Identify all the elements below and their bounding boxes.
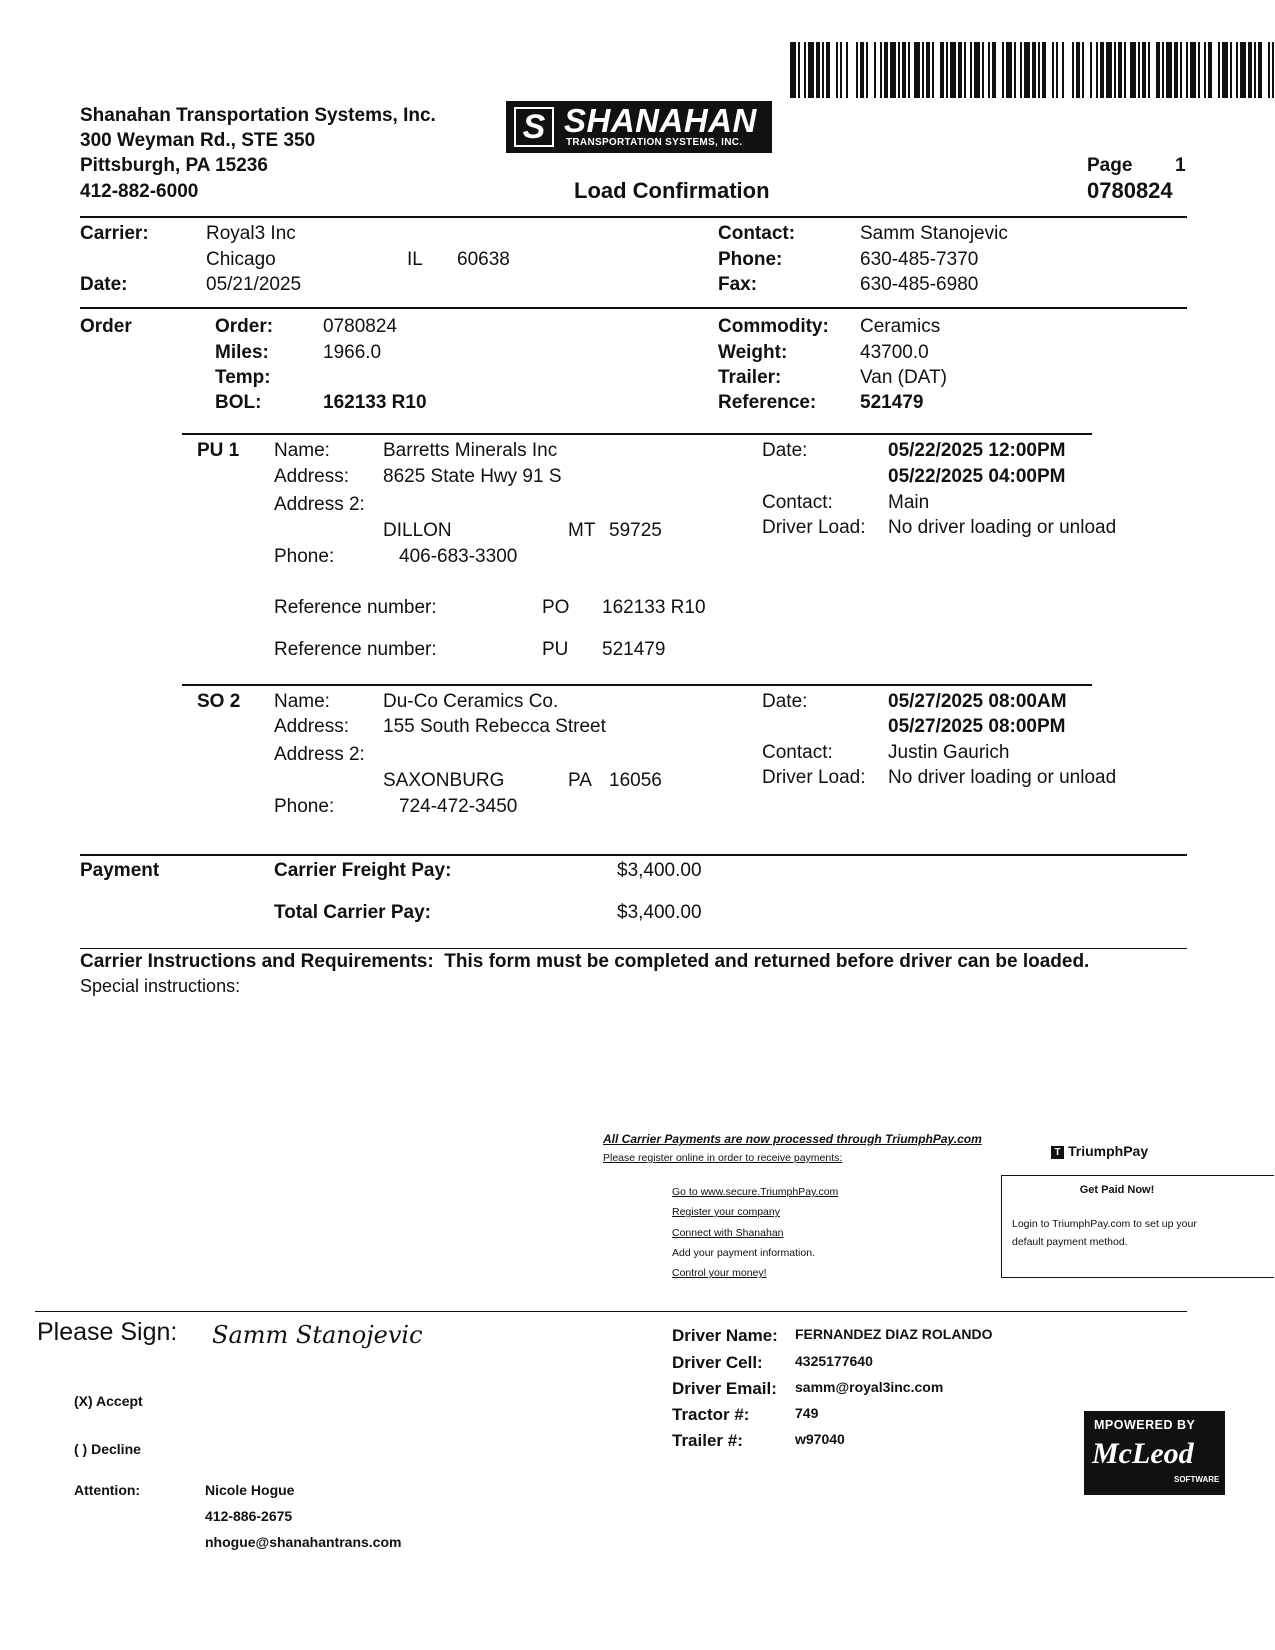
contact-label: Contact: [718, 223, 796, 244]
miles-label: Miles: [215, 342, 269, 363]
barcode-bar [958, 42, 962, 98]
barcode-bar [856, 42, 858, 98]
triumphpay-logo-icon: T [1051, 1146, 1064, 1159]
barcode-bar [1082, 42, 1084, 98]
dropoff-date-label: Date: [762, 691, 808, 712]
total-pay-value: $3,400.00 [617, 902, 702, 923]
barcode-bar [1190, 42, 1196, 98]
mcleod-logo-brand: McLeod [1092, 1437, 1194, 1470]
header-order-number: 0780824 [1087, 178, 1173, 203]
header-divider [80, 216, 1187, 218]
barcode-bar [1024, 42, 1030, 98]
pickup-zip: 59725 [609, 520, 662, 541]
barcode-bar [874, 42, 876, 98]
barcode-bar [914, 42, 920, 98]
barcode-bar [846, 42, 848, 98]
contact-value: Samm Stanojevic [860, 223, 1008, 244]
barcode-bar [1006, 42, 1012, 98]
carrier-city: Chicago [206, 249, 276, 270]
triumphpay-step-4: Add your payment information. [672, 1247, 815, 1259]
pickup-ref1-type: PO [542, 597, 570, 618]
miles-value: 1966.0 [323, 342, 382, 363]
barcode-bar [932, 42, 934, 98]
payment-divider [80, 854, 1187, 856]
mcleod-logo [1084, 1411, 1225, 1495]
pickup-ref2-value: 521479 [602, 639, 666, 660]
barcode-bar [1062, 42, 1064, 98]
accept-option[interactable]: (X) Accept [74, 1393, 143, 1409]
barcode-bar [946, 42, 948, 98]
carrier-state: IL [407, 249, 423, 270]
shanahan-logo-name: SHANAHAN [564, 102, 757, 139]
page-number: 1 [1175, 155, 1186, 176]
barcode-bar [1166, 42, 1172, 98]
reference-value: 521479 [860, 392, 924, 413]
barcode-bar [988, 42, 990, 98]
mcleod-logo-sub: SOFTWARE [1174, 1475, 1220, 1484]
driver-email[interactable]: samm@royal3inc.com [795, 1379, 944, 1395]
barcode-bar [1162, 42, 1164, 98]
trailer-label: Trailer: [718, 367, 782, 388]
dropoff-address-label: Address: [274, 716, 349, 737]
get-paid-title: Get Paid Now! [1079, 1184, 1155, 1196]
driver-name: FERNANDEZ DIAZ ROLANDO [795, 1326, 993, 1342]
pickup-state: MT [568, 520, 596, 541]
company-address-line2: Pittsburgh, PA 15236 [80, 155, 268, 176]
barcode-bar [1118, 42, 1122, 98]
dropoff-city: SAXONBURG [383, 770, 505, 791]
barcode-bar [840, 42, 842, 98]
attention-email[interactable]: nhogue@shanahantrans.com [205, 1534, 402, 1550]
trailer-value: Van (DAT) [860, 367, 947, 388]
dropoff-phone-label: Phone: [274, 796, 335, 817]
mcleod-logo-top: MPOWERED BY [1094, 1418, 1196, 1432]
pickup-name: Barretts Minerals Inc [383, 440, 558, 461]
attention-label: Attention: [74, 1482, 141, 1498]
tractor-value: 749 [795, 1405, 819, 1421]
barcode-bar [890, 42, 896, 98]
dropoff-driver-load-label: Driver Load: [762, 767, 866, 788]
decline-option[interactable]: ( ) Decline [74, 1441, 141, 1457]
pickup-city: DILLON [383, 520, 452, 541]
dropoff-address2-label: Address 2: [274, 744, 365, 765]
barcode-bar [1148, 42, 1150, 98]
pickup-date-label: Date: [762, 440, 808, 461]
special-instructions-label: Special instructions: [80, 976, 241, 996]
dropoff-date-to: 05/27/2025 08:00PM [888, 716, 1066, 737]
dropoff-driver-load: No driver loading or unload [888, 767, 1117, 788]
driver-cell-label: Driver Cell: [672, 1353, 763, 1372]
dropoff-divider [182, 684, 1092, 686]
pickup-driver-load-label: Driver Load: [762, 517, 866, 538]
barcode-bar [804, 42, 806, 98]
attention-phone: 412-886-2675 [205, 1508, 293, 1524]
barcode-bar [1042, 42, 1046, 98]
company-name: Shanahan Transportation Systems, Inc. [80, 105, 436, 126]
instructions-divider [80, 948, 1187, 949]
driver-cell: 4325177640 [795, 1353, 873, 1369]
barcode-bar [1248, 42, 1252, 98]
barcode-bar [1204, 42, 1206, 98]
barcode-bar [866, 42, 868, 98]
barcode-bar [1180, 42, 1182, 98]
company-phone: 412-882-6000 [80, 181, 199, 202]
barcode [790, 42, 1275, 98]
carrier-date: 05/21/2025 [206, 274, 302, 295]
temp-label: Temp: [215, 367, 271, 388]
commodity-label: Commodity: [718, 316, 829, 337]
pickup-name-label: Name: [274, 440, 330, 461]
dropoff-id: SO 2 [197, 691, 241, 712]
pickup-contact-label: Contact: [762, 492, 833, 513]
triumphpay-step-1[interactable]: Go to www.secure.TriumphPay.com [672, 1186, 839, 1198]
triumphpay-brand [1051, 1143, 1148, 1159]
barcode-bar [1186, 42, 1188, 98]
shanahan-logo-sub: TRANSPORTATION SYSTEMS, INC. [566, 137, 743, 148]
phone-label: Phone: [718, 249, 783, 270]
dropoff-state: PA [568, 770, 592, 791]
dropoff-name: Du-Co Ceramics Co. [383, 691, 559, 712]
pickup-date-to: 05/22/2025 04:00PM [888, 466, 1066, 487]
barcode-bar [940, 42, 944, 98]
dropoff-name-label: Name: [274, 691, 330, 712]
barcode-bar [1100, 42, 1104, 98]
barcode-bar [982, 42, 984, 98]
signature-field[interactable]: Samm Stanojevic [212, 1321, 423, 1349]
pickup-ref2-type: PU [542, 639, 569, 660]
get-paid-text: Login to TriumphPay.com to set up your default payment method. [1012, 1218, 1197, 1248]
barcode-bar [1020, 42, 1022, 98]
barcode-bar [1218, 42, 1220, 98]
barcode-bar [992, 42, 996, 98]
barcode-bar [950, 42, 956, 98]
shanahan-logo [506, 101, 772, 153]
barcode-bar [860, 42, 864, 98]
barcode-bar [1208, 42, 1212, 98]
instructions-text: This form must be completed and returned before driver can be loaded. [444, 951, 1090, 972]
barcode-bar [808, 42, 814, 98]
page-label: Page [1087, 155, 1133, 176]
barcode-bar [1272, 42, 1274, 98]
barcode-bar [790, 42, 796, 98]
dropoff-phone: 724-472-3450 [399, 796, 518, 817]
pickup-phone: 406-683-3300 [399, 546, 518, 567]
attention-name: Nicole Hogue [205, 1482, 295, 1498]
total-pay-label: Total Carrier Pay: [274, 902, 431, 923]
driver-name-label: Driver Name: [672, 1326, 778, 1345]
dropoff-contact-label: Contact: [762, 742, 833, 763]
please-sign-label: Please Sign: [37, 1318, 178, 1346]
barcode-bar [1056, 42, 1058, 98]
driver-email-label: Driver Email: [672, 1379, 777, 1398]
barcode-bar [1138, 42, 1140, 98]
barcode-bar [902, 42, 906, 98]
triumphpay-step-2[interactable]: Register your company [672, 1206, 780, 1218]
barcode-bar [1038, 42, 1040, 98]
barcode-bar [964, 42, 966, 98]
barcode-bar [1052, 42, 1054, 98]
barcode-bar [1240, 42, 1246, 98]
barcode-bar [922, 42, 924, 98]
barcode-bar [1236, 42, 1238, 98]
dropoff-contact: Justin Gaurich [888, 742, 1010, 763]
barcode-bar [898, 42, 900, 98]
fax-value: 630-485-6980 [860, 274, 979, 295]
weight-value: 43700.0 [860, 342, 929, 363]
bol-label: BOL: [215, 392, 262, 413]
payment-section-label: Payment [80, 860, 160, 881]
weight-label: Weight: [718, 342, 788, 363]
dropoff-address: 155 South Rebecca Street [383, 716, 606, 737]
signature-divider [35, 1311, 1187, 1312]
pickup-driver-load: No driver loading or unload [888, 517, 1117, 538]
pickup-divider [182, 433, 1092, 435]
triumphpay-brand-text: TriumphPay [1068, 1143, 1149, 1159]
company-address-line1: 300 Weyman Rd., STE 350 [80, 130, 316, 151]
barcode-bar [1156, 42, 1160, 98]
barcode-bar [884, 42, 888, 98]
pickup-address: 8625 State Hwy 91 S [383, 466, 562, 487]
barcode-bar [798, 42, 800, 98]
pickup-address-label: Address: [274, 466, 349, 487]
pickup-address2-label: Address 2: [274, 494, 365, 515]
triumphpay-subline: Please register online in order to receive payments: [603, 1152, 843, 1164]
barcode-bar [826, 42, 830, 98]
barcode-bar [880, 42, 882, 98]
barcode-bar [822, 42, 824, 98]
dropoff-zip: 16056 [609, 770, 662, 791]
get-paid-box [1001, 1175, 1274, 1278]
barcode-bar [1142, 42, 1146, 98]
barcode-bar [1230, 42, 1232, 98]
barcode-bar [1130, 42, 1136, 98]
triumphpay-step-5[interactable]: Control your money! [672, 1267, 767, 1279]
commodity-value: Ceramics [860, 316, 941, 337]
barcode-bar [1032, 42, 1036, 98]
dropoff-date-from: 05/27/2025 08:00AM [888, 691, 1067, 712]
pickup-date-from: 05/22/2025 12:00PM [888, 440, 1066, 461]
order-value: 0780824 [323, 316, 397, 337]
carrier-divider [80, 307, 1187, 309]
trailer-number-value: w97040 [795, 1431, 845, 1447]
triumphpay-headline: All Carrier Payments are now processed through TriumphPay.com [603, 1132, 982, 1146]
barcode-bar [1106, 42, 1112, 98]
carrier-zip: 60638 [457, 249, 510, 270]
carrier-date-label: Date: [80, 274, 128, 295]
pickup-ref2-label: Reference number: [274, 639, 437, 660]
barcode-bar [908, 42, 910, 98]
reference-label: Reference: [718, 392, 817, 413]
barcode-bar [1174, 42, 1178, 98]
barcode-bar [1072, 42, 1074, 98]
instructions-heading [80, 951, 1089, 973]
shanahan-logo-mark: S [514, 107, 554, 147]
barcode-bar [1268, 42, 1270, 98]
document-title: Load Confirmation [574, 178, 770, 203]
pickup-ref1-value: 162133 R10 [602, 597, 706, 618]
order-label: Order: [215, 316, 274, 337]
barcode-bar [1258, 42, 1262, 98]
barcode-bar [1014, 42, 1016, 98]
pickup-contact: Main [888, 492, 930, 513]
fax-label: Fax: [718, 274, 758, 295]
tractor-label: Tractor #: [672, 1405, 750, 1424]
barcode-bar [926, 42, 930, 98]
triumphpay-step-3[interactable]: Connect with Shanahan [672, 1227, 784, 1239]
freight-pay-value: $3,400.00 [617, 860, 702, 881]
instructions-heading-label: Carrier Instructions and Requirements: [80, 951, 434, 972]
barcode-bar [1090, 42, 1092, 98]
barcode-bar [1222, 42, 1228, 98]
phone-value: 630-485-7370 [860, 249, 979, 270]
carrier-label: Carrier: [80, 223, 149, 244]
barcode-bar [1124, 42, 1126, 98]
freight-pay-label: Carrier Freight Pay: [274, 860, 452, 881]
order-section-label: Order [80, 316, 132, 337]
pickup-ref1-label: Reference number: [274, 597, 437, 618]
barcode-bar [974, 42, 980, 98]
barcode-bar [836, 42, 838, 98]
pickup-phone-label: Phone: [274, 546, 335, 567]
bol-value: 162133 R10 [323, 392, 427, 413]
carrier-name: Royal3 Inc [206, 223, 296, 244]
trailer-number-label: Trailer #: [672, 1431, 743, 1450]
barcode-bar [970, 42, 972, 98]
barcode-bar [1096, 42, 1098, 98]
barcode-bar [1002, 42, 1004, 98]
pickup-id: PU 1 [197, 440, 240, 461]
barcode-bar [1114, 42, 1116, 98]
barcode-bar [816, 42, 820, 98]
barcode-bar [1198, 42, 1200, 98]
barcode-bar [1254, 42, 1256, 98]
barcode-bar [1076, 42, 1080, 98]
